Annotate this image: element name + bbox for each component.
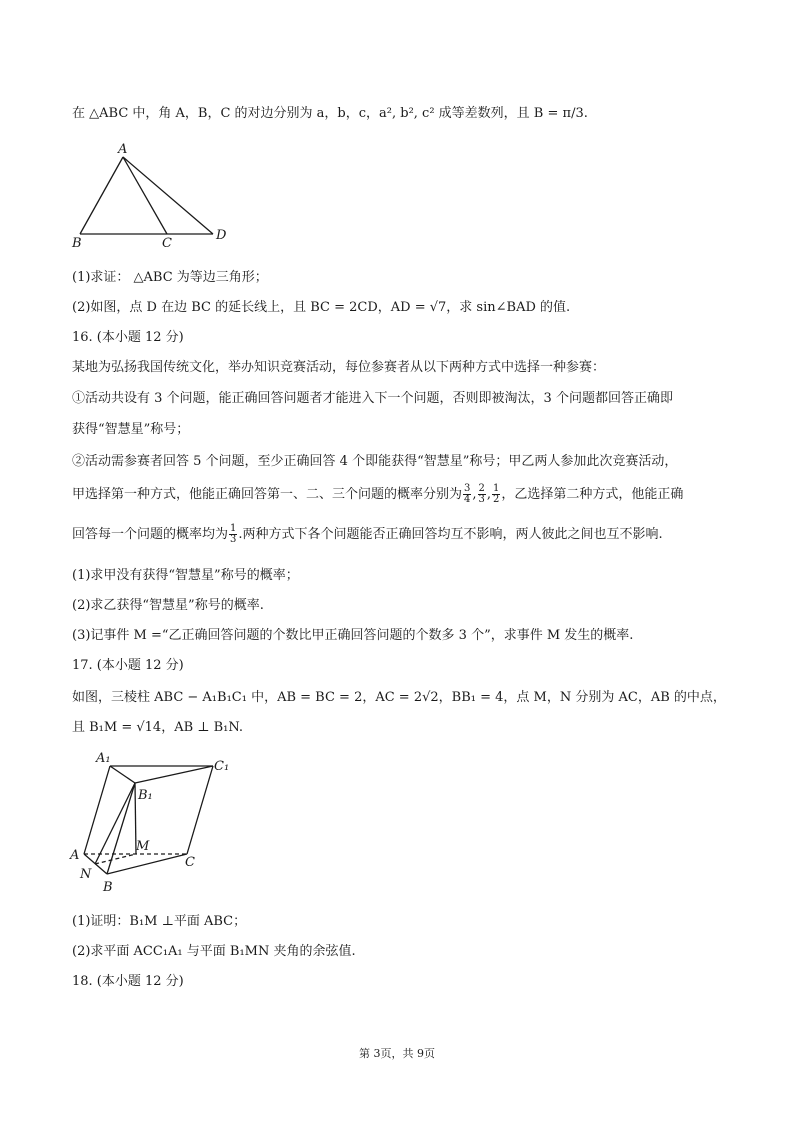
label-c: C (185, 855, 195, 870)
prism-figure (66, 746, 246, 900)
edge-cc1 (187, 766, 213, 854)
fraction-numerator: 1 (230, 523, 237, 534)
q17-part1: (1)证明：B₁M ⊥平面 ABC； (72, 914, 247, 929)
segment-mn (95, 854, 136, 864)
q17-line2: 且 B₁M = √14，AB ⊥ B₁N. (72, 720, 244, 735)
label-d: D (216, 228, 227, 243)
fraction-numerator: 3 (464, 483, 471, 494)
page-footer: 第 3页，共 9页 (359, 1047, 435, 1060)
label-b: B (72, 236, 82, 251)
edge-b1c1 (135, 766, 213, 783)
q16-part3: (3)记事件 M =“乙正确回答问题的个数比甲正确回答问题的个数多 3 个”，求事件 M 发生的概率. (72, 628, 634, 643)
label-c: C (162, 236, 172, 251)
label-a: A (70, 848, 80, 863)
q16-line5: 甲选择第一种方式，他能正确回答第一、二、三个问题的概率分别为 $\frac{3}{4}$ , $\frac{2}{3}$ , $\frac{1}{2}$ ，乙选择第二种方式，他能正确 (72, 483, 684, 505)
triangle-figure (70, 140, 240, 256)
q16-line6-text-a: 回答每一个问题的概率均为 (72, 527, 229, 542)
label-a: A (118, 142, 128, 157)
label-c1: C₁ (214, 759, 230, 774)
q17-part2: (2)求平面 ACC₁A₁ 与平面 B₁MN 夹角的余弦值. (72, 944, 356, 959)
q16-line6-text-b: .两种方式下各个问题能否正确回答均互不影响，两人彼此之间也互不影响. (238, 527, 663, 542)
q15-part1: (1)求证： △ABC 为等边三角形； (72, 270, 268, 285)
q16-line1: 某地为弘扬我国传统文化，举办知识竞赛活动，每位参赛者从以下两种方式中选择一种参赛： (72, 360, 606, 375)
q16-line3: 获得“智慧星”称号； (72, 422, 190, 437)
label-m: M (136, 839, 150, 854)
q16-line5-text-b: ，乙选择第二种方式，他能正确 (501, 487, 684, 502)
label-b: B (103, 880, 113, 895)
fraction-1-2 (492, 484, 500, 505)
q17-header: 17. (本小题 12 分) (72, 658, 184, 673)
q16-part2: (2)求乙获得“智慧星”称号的概率. (72, 598, 264, 613)
q16-line5-text-a: 甲选择第一种方式，他能正确回答第一、二、三个问题的概率分别为 (72, 487, 463, 502)
segment-ab (80, 157, 123, 234)
label-b1: B₁ (138, 788, 153, 803)
q15-part2: (2)如图，点 D 在边 BC 的延长线上，且 BC = 2CD，AD = √7，求 sin∠BAD 的值. (72, 300, 571, 315)
edge-bc (107, 854, 187, 874)
fraction-1-3 (229, 524, 237, 545)
q16-line6 (72, 524, 663, 545)
fraction-2-3 (478, 484, 486, 505)
q16-line4: ②活动需参赛者回答 5 个问题，至少正确回答 4 个即能获得“智慧星”称号；甲乙两人参加此次竞赛活动， (72, 454, 678, 469)
edge-a1b1 (110, 766, 135, 783)
q18-header: 18. (本小题 12 分) (72, 974, 184, 989)
fraction-numerator: 2 (478, 483, 485, 494)
label-a1: A₁ (96, 751, 111, 766)
fraction-denominator: 2 (493, 494, 500, 505)
fraction-3-4 (463, 484, 471, 505)
q15-intro: 在 △ABC 中，角 A，B，C 的对边分别为 a，b，c，a², b², c² 成等差数列，且 B = π/3. (72, 106, 588, 121)
segment-ad (123, 157, 213, 234)
q16-line2: ①活动共设有 3 个问题，能正确回答问题者才能进入下一个问题，否则即被淘汰，3 个问题都回答正确即 (72, 391, 673, 406)
fraction-denominator: 3 (230, 534, 237, 545)
fraction-denominator: 3 (478, 494, 485, 505)
label-n: N (80, 867, 92, 882)
q17-line1: 如图，三棱柱 ABC − A₁B₁C₁ 中，AB = BC = 2，AC = 2√2，BB₁ = 4，点 M，N 分别为 AC，AB 的中点， (72, 690, 726, 705)
q16-part1: (1)求甲没有获得“智慧星”称号的概率； (72, 568, 299, 583)
fraction-numerator: 1 (493, 483, 500, 494)
fraction-denominator: 4 (464, 494, 471, 505)
segment-ac (123, 157, 167, 234)
q16-header: 16. (本小题 12 分) (72, 330, 184, 345)
